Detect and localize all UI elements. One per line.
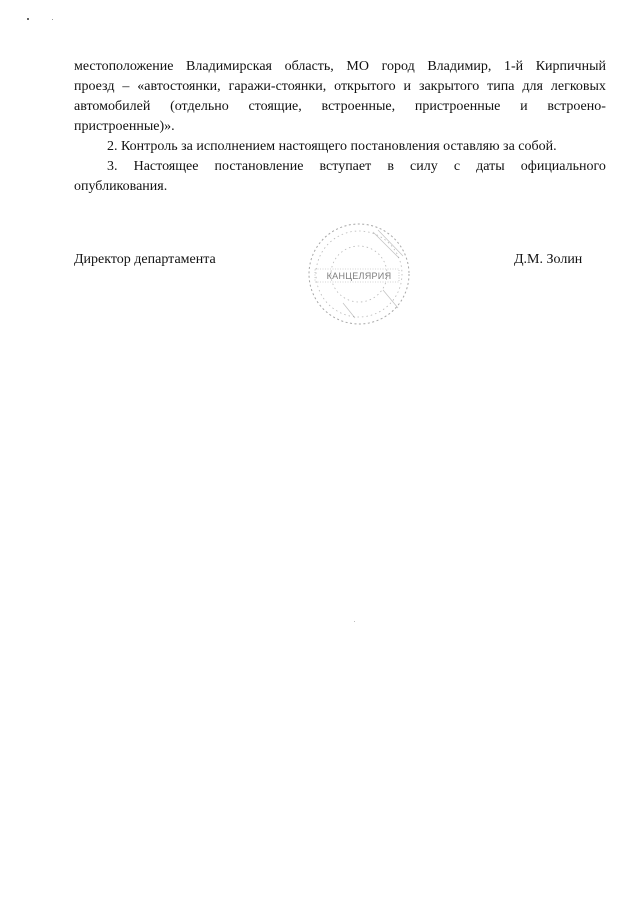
word: (отдельно — [170, 99, 229, 114]
word: исполнением — [196, 139, 276, 154]
word: город — [381, 59, 415, 74]
word: МО — [346, 59, 369, 74]
word: оставляю — [443, 139, 500, 154]
scan-dot — [27, 18, 29, 20]
word: официального — [520, 159, 606, 174]
word: 1-й — [503, 59, 524, 74]
word: автомобилей — [74, 99, 151, 114]
text-line — [74, 97, 606, 117]
word: гаражи-стоянки, — [228, 79, 327, 94]
word: типа — [487, 79, 515, 94]
word: проезд — [74, 79, 115, 94]
word: Кирпичный — [535, 59, 606, 74]
word: постановление — [214, 159, 304, 174]
word: – — [122, 79, 130, 94]
paragraph-2 — [74, 137, 606, 157]
word: область, — [284, 59, 334, 74]
word: для — [522, 79, 543, 94]
word: в — [387, 159, 394, 174]
word: встроено- — [547, 99, 606, 114]
word: и — [520, 99, 528, 114]
word: силу — [410, 159, 438, 174]
word: постановления — [350, 139, 440, 154]
document-body — [74, 57, 606, 197]
text-line — [74, 117, 606, 137]
word: закрытого — [418, 79, 480, 94]
text-line — [74, 77, 606, 97]
word: за — [181, 139, 193, 154]
scan-dot — [52, 19, 53, 20]
word: даты — [476, 159, 505, 174]
word: с — [453, 159, 461, 174]
stamp-text: КАНЦЕЛЯРИЯ — [326, 271, 392, 281]
word: легковых — [550, 79, 606, 94]
text-line — [74, 177, 606, 197]
word: и — [403, 79, 412, 94]
word: местоположение — [74, 59, 174, 74]
word: настоящего — [278, 139, 348, 154]
text-line — [74, 157, 606, 177]
word: вступает — [319, 159, 372, 174]
text-line — [74, 57, 606, 77]
word: пристроенные — [414, 99, 501, 114]
signatory-name: Д.М. Золин — [514, 252, 583, 267]
word: стоящие, — [248, 99, 302, 114]
signatory-title: Директор департамента — [74, 252, 216, 267]
paragraph-3 — [74, 157, 606, 197]
word: открытого — [334, 79, 396, 94]
word: за — [503, 139, 515, 154]
scan-dot — [354, 621, 355, 622]
word: собой. — [518, 139, 557, 154]
word: пристроенные)». — [74, 119, 175, 134]
word: опубликования. — [74, 179, 168, 194]
paragraph-1 — [74, 57, 606, 137]
text-line — [74, 137, 606, 157]
word: Владимир, — [427, 59, 492, 74]
word: 3. — [107, 159, 118, 174]
word: Контроль — [121, 139, 178, 154]
word: встроенные, — [321, 99, 396, 114]
word: Настоящее — [133, 159, 199, 174]
word: 2. — [107, 139, 118, 154]
word: Владимирская — [186, 59, 272, 74]
official-seal-stamp — [303, 218, 415, 330]
word: «автостоянки, — [137, 79, 221, 94]
